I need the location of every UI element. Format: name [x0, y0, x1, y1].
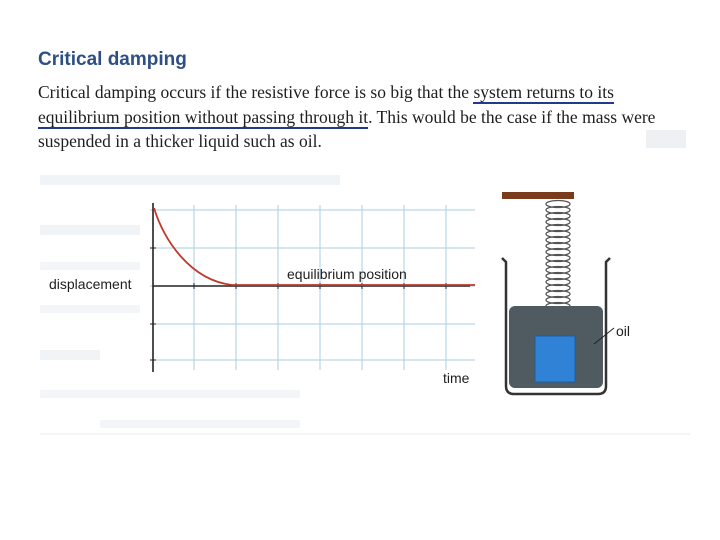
- paragraph-text-end: . This would be the case if the mass were suspended in a thicker liquid such as oil.: [38, 106, 656, 151]
- paragraph-text-start: Critical damping occurs if the resistive force is so big that the: [38, 82, 474, 102]
- grid: [150, 205, 475, 370]
- equilibrium-position-label: equilibrium position: [287, 266, 407, 282]
- time-axis-label: time: [443, 370, 470, 386]
- section-heading: Critical damping: [38, 49, 187, 70]
- oil-label: oil: [616, 323, 631, 339]
- displacement-time-graph: [150, 200, 480, 380]
- spring-mass-beaker-diagram: [490, 190, 620, 400]
- mass-block: [535, 336, 575, 382]
- support-bar: [502, 192, 574, 199]
- paragraph: [38, 80, 658, 154]
- displacement-axis-label: displacement: [49, 276, 132, 292]
- paragraph-highlight: system returns to its equilibrium position without passing through it: [38, 82, 614, 127]
